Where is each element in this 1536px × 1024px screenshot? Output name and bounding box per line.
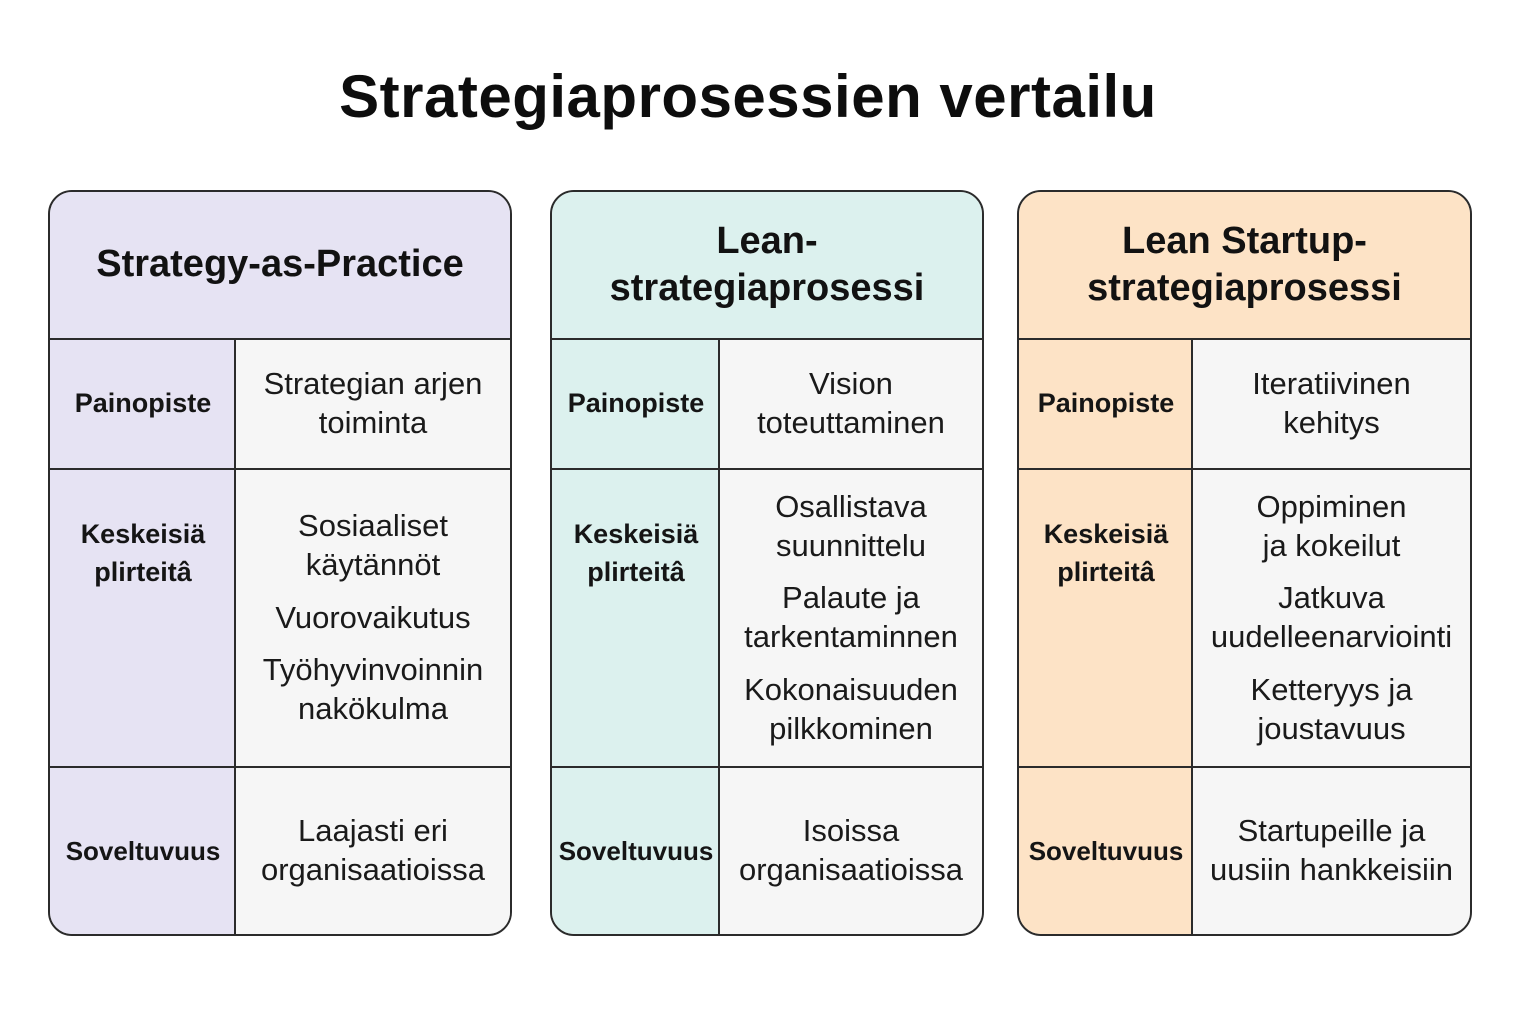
value-item: Strategian arjen toiminta <box>263 366 483 440</box>
value-item: Laajasti eri organisaatioissa <box>260 813 486 887</box>
row-value <box>720 340 982 468</box>
row-value <box>1193 470 1470 766</box>
value-item: Jatkuva uudelleenarviointi <box>1210 580 1453 654</box>
row-label: Painopiste <box>1037 388 1175 419</box>
value-item: Startupeille ja uusiin hankkeisiin <box>1210 813 1453 887</box>
row-value <box>720 470 982 766</box>
row-soveltuvuus <box>552 768 982 934</box>
card-header <box>552 192 982 340</box>
value-item: Sosiaaliset käytännöt <box>298 508 448 582</box>
value-item: Isoissa organisaatioissa <box>738 813 964 887</box>
row-painopiste <box>1019 340 1470 470</box>
value-item: Osallistava suunnittelu <box>775 488 927 563</box>
value-item: Kokonaisuuden pilkkominen <box>744 671 958 746</box>
value-item: Vuorovaikutus <box>275 599 471 635</box>
row-label: Painopiste <box>567 388 705 419</box>
row-painopiste <box>50 340 510 470</box>
row-value <box>236 768 510 934</box>
card-title: Strategy-as-Practice <box>96 243 464 286</box>
row-label: Soveltuvuus <box>1028 835 1184 866</box>
card-strategy-as-practice <box>48 190 512 936</box>
page-title: Strategiaprosessien vertailu <box>339 63 1157 130</box>
card-lean-startup-strategiaprosessi <box>1017 190 1472 936</box>
row-soveltuvuus <box>50 768 510 934</box>
card-title: Lean Startup- strategiaprosessi <box>1087 219 1402 309</box>
row-value <box>236 470 510 766</box>
value-item: Iteratiivinen kehitys <box>1252 366 1411 440</box>
card-title: Lean- strategiaprosessi <box>609 219 925 309</box>
row-keskeisia-piirteita <box>552 470 982 768</box>
row-label: Soveltuvuus <box>558 835 714 866</box>
row-label: Painopiste <box>74 388 212 419</box>
row-label: Keskeisiä plirteitâ <box>573 519 699 587</box>
card-header <box>50 192 510 340</box>
row-painopiste <box>552 340 982 470</box>
value-item: Työhyvinvoinnin nakökulma <box>262 652 484 727</box>
card-header <box>1019 192 1470 340</box>
row-value <box>236 340 510 468</box>
value-item: Ketteryys ja joustavuus <box>1250 671 1413 746</box>
row-value <box>1193 768 1470 934</box>
value-item: Palaute ja tarkentaminnen <box>744 580 958 654</box>
card-lean-strategiaprosessi <box>550 190 984 936</box>
row-label: Keskeisiä plirteitâ <box>1043 519 1169 587</box>
row-keskeisia-piirteita <box>1019 470 1470 768</box>
row-value <box>1193 340 1470 468</box>
row-value <box>720 768 982 934</box>
row-soveltuvuus <box>1019 768 1470 934</box>
row-keskeisia-piirteita <box>50 470 510 768</box>
row-label: Keskeisiä plirteitâ <box>80 519 206 587</box>
row-label: Soveltuvuus <box>65 835 221 866</box>
value-item: Vision toteuttaminen <box>757 366 945 440</box>
value-item: Oppiminen ja kokeilut <box>1256 488 1407 563</box>
